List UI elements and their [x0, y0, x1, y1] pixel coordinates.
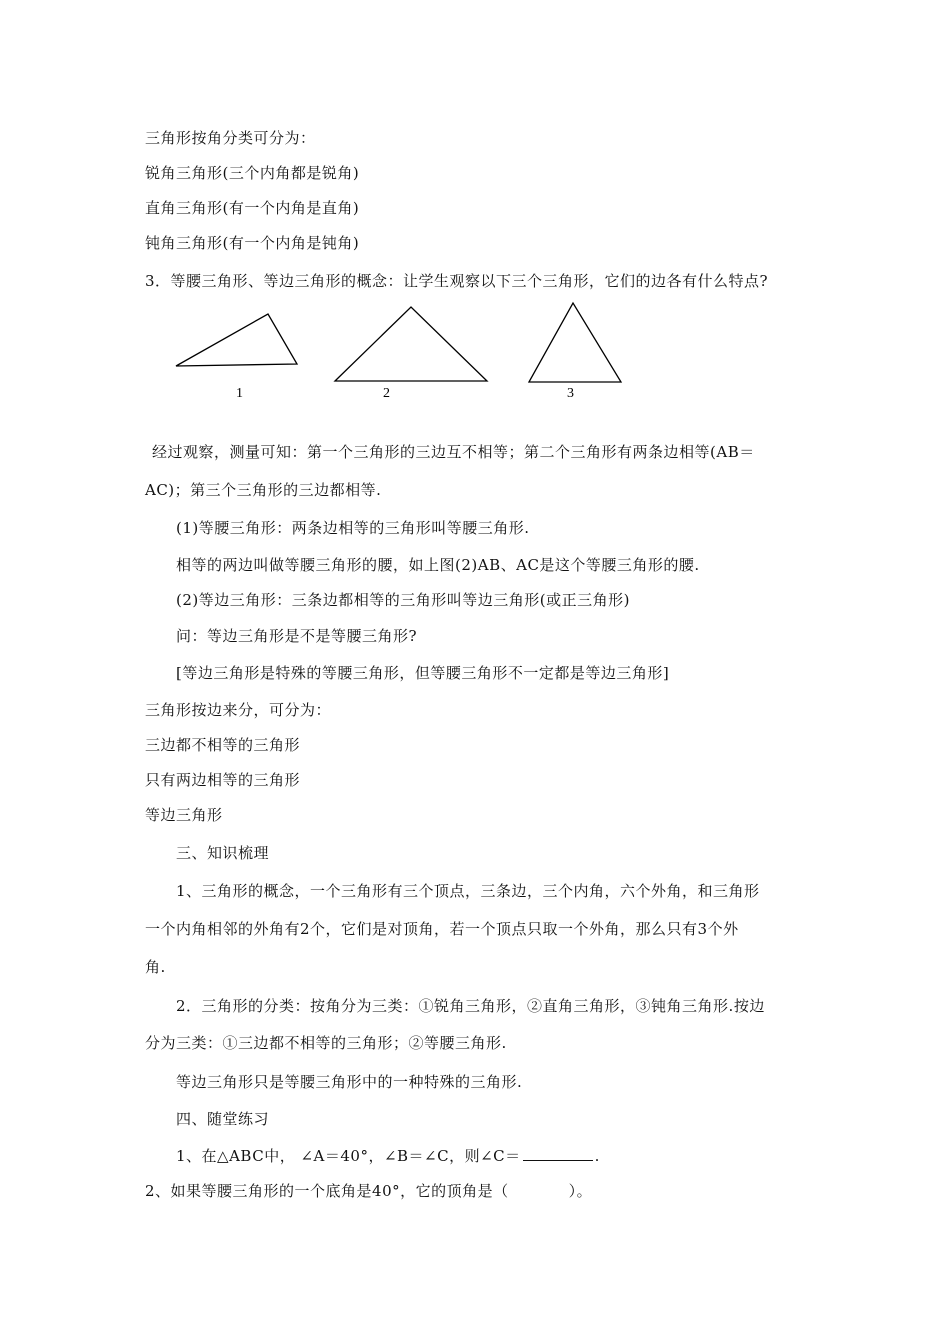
triangle-1 — [176, 314, 297, 366]
text-line: 三边都不相等的三角形 — [145, 736, 301, 754]
text-line: 一个内角相邻的外角有2个，它们是对顶角，若一个顶点只取一个外角，那么只有3个外 — [145, 920, 739, 938]
heading-3: 3．等腰三角形、等边三角形的概念：让学生观察以下三个三角形，它们的边各有什么特点? — [145, 272, 769, 290]
figure-label-2: 2 — [383, 386, 390, 401]
text-line: 直角三角形(有一个内角是直角) — [145, 199, 360, 217]
exercise-1 — [176, 1146, 600, 1166]
triangle-3 — [529, 303, 621, 382]
exercise-1-end: . — [594, 1147, 600, 1165]
text-line: 经过观察，测量可知：第一个三角形的三边互不相等；第二个三角形有两条边相等(AB＝ — [152, 443, 755, 461]
text-line: 锐角三角形(三个内角都是锐角) — [145, 164, 360, 182]
text-line: (2)等边三角形：三条边都相等的三角形叫等边三角形(或正三角形) — [176, 591, 630, 609]
exercise-1-text: 1、在△ABC中， ∠A＝40°，∠B＝∠C，则∠C＝ — [176, 1147, 521, 1165]
text-line: 1、三角形的概念，一个三角形有三个顶点，三条边，三个内角，六个外角，和三角形 — [176, 882, 760, 900]
triangle-2 — [335, 307, 487, 381]
figure-label-3: 3 — [567, 386, 574, 401]
text-line: 钝角三角形(有一个内角是钝角) — [145, 234, 360, 252]
text-line: 三角形按角分类可分为： — [145, 129, 316, 147]
text-line: 等边三角形只是等腰三角形中的一种特殊的三角形. — [176, 1073, 523, 1091]
text-line: AC)；第三个三角形的三边都相等. — [145, 481, 382, 499]
answer-blank[interactable] — [523, 1146, 593, 1161]
section-heading: 四、随堂练习 — [176, 1110, 270, 1128]
text-line: 相等的两边叫做等腰三角形的腰，如上图(2)AB、AC是这个等腰三角形的腰. — [176, 556, 700, 574]
text-line: 三角形按边来分，可分为： — [145, 701, 332, 719]
exercise-2-end: ）。 — [568, 1182, 593, 1200]
text-line: 只有两边相等的三角形 — [145, 771, 301, 789]
text-line: 问：等边三角形是不是等腰三角形? — [176, 627, 418, 645]
text-line: 角. — [145, 958, 166, 976]
text-line: [等边三角形是特殊的等腰三角形，但等腰三角形不一定都是等边三角形] — [176, 664, 670, 682]
text-line: 分为三类：①三边都不相等的三角形；②等腰三角形. — [145, 1034, 507, 1052]
exercise-2 — [145, 1181, 592, 1201]
triangles-figure — [0, 0, 950, 420]
exercise-2-text: 2、如果等腰三角形的一个底角是40°，它的顶角是（ — [145, 1182, 509, 1200]
text-line: 等边三角形 — [145, 806, 223, 824]
text-line: (1)等腰三角形：两条边相等的三角形叫等腰三角形. — [176, 519, 530, 537]
section-heading: 三、知识梳理 — [176, 844, 270, 862]
text-line: 2．三角形的分类：按角分为三类：①锐角三角形，②直角三角形，③钝角三角形.按边 — [176, 997, 765, 1015]
figure-label-1: 1 — [236, 386, 243, 401]
